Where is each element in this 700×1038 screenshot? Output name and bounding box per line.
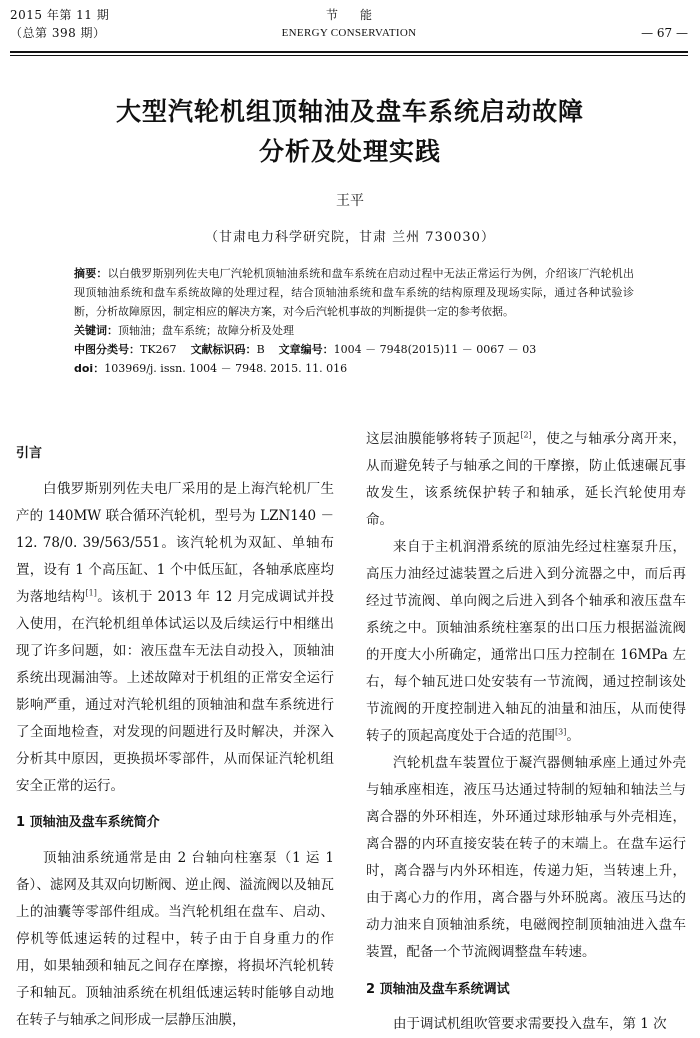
abstract-text: 以白俄罗斯别列佐夫电厂汽轮机顶轴油系统和盘车系统在启动过程中无法正常运行为例，介绍该厂汽轮机出现顶轴油系统和盘车系统故障的处理过程，结合顶轴油系统和盘车系统的结构原理及现场实际，通过各种试验诊断，分析故障原因，制定相应的解决方案，对今后汽轮机事故的判断提供一定的参考依据。 bbox=[74, 267, 635, 318]
abstract-block bbox=[74, 264, 634, 378]
left-column bbox=[16, 440, 334, 1034]
article-no-label: 文章编号： bbox=[278, 343, 334, 356]
keywords-label: 关键词： bbox=[74, 324, 118, 337]
title-line-2: 分析及处理实践 bbox=[258, 137, 441, 166]
doc-code-label: 文献标识码： bbox=[190, 343, 257, 356]
issue-line-2: （总第 398 期） bbox=[10, 26, 106, 40]
article-no-value: 1004 － 7948(2015)11 － 0067 － 03 bbox=[333, 343, 537, 356]
header-rule-thin bbox=[10, 55, 688, 56]
page-header bbox=[10, 6, 688, 54]
section-1-paragraph-3: 汽轮机盘车装置位于凝汽器侧轴承座上通过外壳与轴承座相连，液压马达通过特制的短轴和轴法兰与离合器的外环相连，外环通过球形轴承与外壳相连，离合器的内环直接安装在转子的末端上。在盘车运行时，离合器与内外环相连，传递力矩，当转速上升，由于离心力的作用，离合器与外环脱离。液压马达的动力油来自顶轴油系统，电磁阀控制顶轴油进入盘车装置，配备一个节流阀调整盘车转速。 bbox=[366, 755, 686, 960]
title-line-1: 大型汽轮机组顶轴油及盘车系统启动故障 bbox=[115, 97, 584, 126]
section-1-paragraph-1-cont: 这层油膜能够将转子顶起[2]，使之与轴承分离开来，从而避免转子与轴承之间的干摩擦，防止低速碾瓦事故发生，该系统保护转子和轴承，延长汽轮使用寿命。 bbox=[366, 430, 686, 528]
section-1-heading: 1 顶轴油及盘车系统简介 bbox=[16, 815, 160, 830]
keywords-text: 顶轴油；盘车系统；故障分析及处理 bbox=[118, 324, 294, 337]
doi-label: doi： bbox=[74, 362, 105, 375]
journal-name-en: ENERGY CONSERVATION bbox=[281, 27, 417, 39]
classification-line bbox=[74, 340, 634, 359]
journal-name bbox=[10, 6, 688, 42]
citation-1: [1] bbox=[85, 588, 97, 598]
section-2-paragraph-1: 由于调试机组吹管要求需要投入盘车，第 1 次 bbox=[393, 1016, 667, 1032]
abstract-label: 摘要： bbox=[74, 267, 108, 280]
page-number: — 67 — bbox=[641, 26, 688, 40]
doi-line bbox=[74, 359, 634, 378]
clc-label: 中图分类号： bbox=[74, 343, 140, 356]
doi-value: 103969/j. issn. 1004 － 7948. 2015. 11. 016 bbox=[104, 362, 348, 375]
affiliation: （甘肃电力科学研究院，甘肃 兰州 730030） bbox=[205, 230, 495, 245]
journal-name-cn: 节能 bbox=[325, 8, 394, 22]
abstract bbox=[74, 264, 634, 321]
header-rule-thick bbox=[10, 51, 688, 53]
keywords bbox=[74, 321, 634, 340]
doc-code-value: B bbox=[256, 343, 265, 356]
citation-2: [2] bbox=[520, 430, 532, 440]
clc-value: TK267 bbox=[140, 343, 177, 356]
section-1-paragraph-1: 顶轴油系统通常是由 2 台轴向柱塞泵（1 运 1 备）、滤网及其双向切断阀、逆止阀、溢流阀以及轴瓦上的油囊等零部件组成。当汽轮机组在盘车、启动、停机等低速运转的过程中，转子由于自身重力的作用，如果轴颈和轴瓦之间存在摩擦，将损坏汽轮机转子和轴瓦。顶轴油系统在机组低速运转时能够自动地在转子与轴承之间形成一层静压油膜， bbox=[16, 850, 334, 1028]
issue-line-1: 2015 年第 11 期 bbox=[10, 8, 110, 22]
citation-3: [3] bbox=[555, 727, 567, 737]
intro-paragraph: 白俄罗斯别列佐夫电厂采用的是上海汽轮机厂生产的 140MW 联合循环汽轮机，型号为 LZN140 － 12. 78/0. 39/563/551。该汽轮机为双缸、单轴布置，设有 1 个高压缸、1 个中低压缸，各轴承底座均为落地结构[1]。该机于 2013 年 12 月完成调试并投入使用，在汽轮机组单体试运以及后续运行中相继出现了许多问题，如：液压盘车无法自动投入，顶轴油系统出现漏油等。上述故障对于机组的正常安全运行影响严重，通过对汽轮机组的顶轴油和盘车系统进行了全面地检查，对发现的问题进行及时解决，并深入分析其中原因，更换损坏零部件，从而保证汽轮机组安全正常的运行。 bbox=[16, 481, 334, 794]
intro-heading: 引言 bbox=[16, 446, 43, 461]
author: 王平 bbox=[336, 193, 364, 209]
article-title bbox=[0, 92, 700, 172]
section-2-heading: 2 顶轴油及盘车系统调试 bbox=[366, 982, 510, 997]
section-1-paragraph-2: 来自于主机润滑系统的原油先经过柱塞泵升压，高压力油经过滤装置之后进入到分流器之中，而后再经过节流阀、单向阀之后进入到各个轴承和液压盘车系统之中。顶轴油系统柱塞泵的出口压力根据溢流阀的开度大小所确定，通常出口压力控制在 16MPa 左右，每个轴瓦进口处安装有一节流阀，通过控制该处节流阀的开度控制进入轴瓦的油量和油压，从而使得转子的顶起高度处于合适的范围[3]。 bbox=[366, 539, 686, 744]
right-column bbox=[366, 426, 686, 1038]
